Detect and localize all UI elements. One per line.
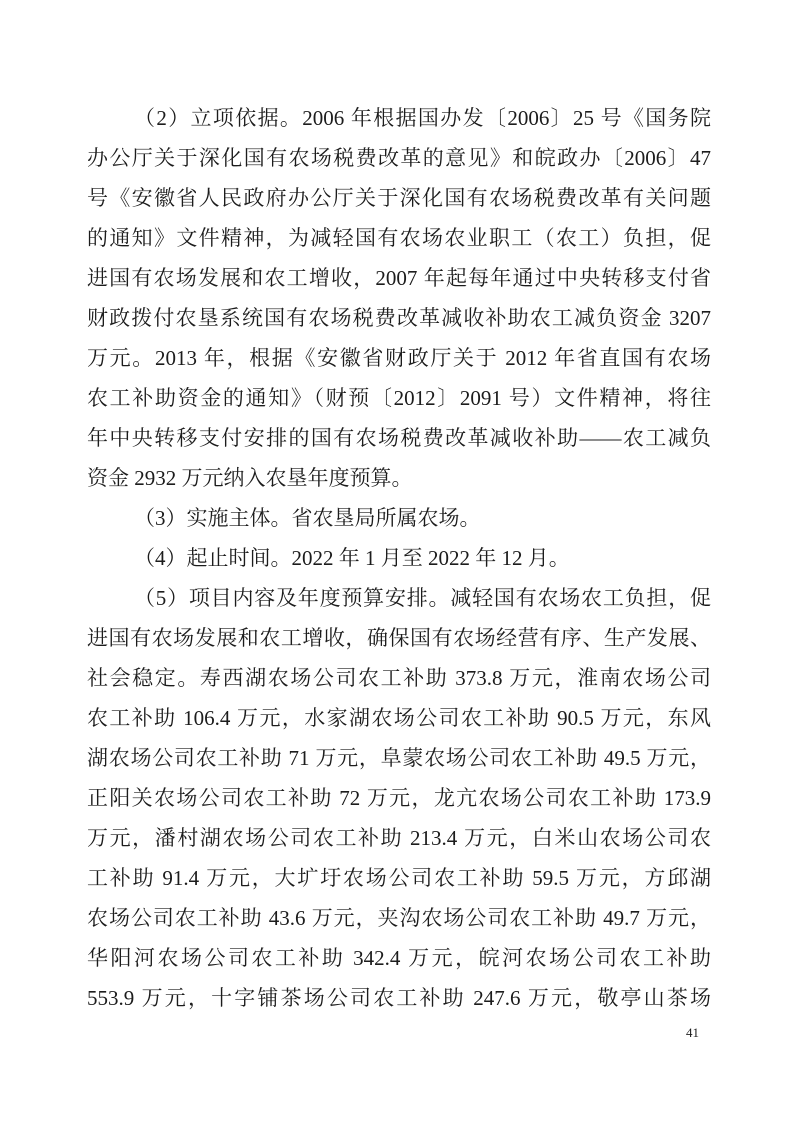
text-line: （4）起止时间。2022 年 1 月至 2022 年 12 月。 [134, 546, 570, 570]
text-line: 农工补助 106.4 万元，水家湖农场公司农工补助 90.5 万元，东风 [87, 706, 711, 730]
text-line: 农工补助资金的通知》（财预〔2012〕2091 号）文件精神，将往 [87, 386, 711, 410]
text-line: 办公厅关于深化国有农场税费改革的意见》和皖政办〔2006〕47 [87, 146, 711, 170]
text-line: 湖农场公司农工补助 71 万元，阜蒙农场公司农工补助 49.5 万元， [87, 746, 711, 770]
text-line: 万元，潘村湖农场公司农工补助 213.4 万元，白米山农场公司农 [87, 826, 711, 850]
text-line: 财政拨付农垦系统国有农场税费改革减收补助农工减负资金 3207 [87, 306, 711, 330]
text-line: 万元。2013 年，根据《安徽省财政厅关于 2012 年省直国有农场 [87, 346, 711, 370]
text-line: 农场公司农工补助 43.6 万元，夹沟农场公司农工补助 49.7 万元， [87, 906, 711, 930]
text-line: （5）项目内容及年度预算安排。减轻国有农场农工负担，促 [134, 586, 711, 610]
text-line: 号《安徽省人民政府办公厅关于深化国有农场税费改革有关问题 [87, 186, 711, 210]
text-line: 进国有农场发展和农工增收，确保国有农场经营有序、生产发展、 [87, 626, 711, 650]
text-line: （2）立项依据。2006 年根据国办发〔2006〕25 号《国务院 [134, 106, 711, 130]
text-line: 华阳河农场公司农工补助 342.4 万元，皖河农场公司农工补助 [87, 946, 711, 970]
text-line: 553.9 万元，十字铺茶场公司农工补助 247.6 万元，敬亭山茶场 [87, 986, 711, 1010]
text-line: （3）实施主体。省农垦局所属农场。 [134, 506, 481, 530]
page-number: 41 [686, 1025, 699, 1040]
text-line: 的通知》文件精神，为减轻国有农场农业职工（农工）负担，促 [87, 226, 711, 250]
document-body [87, 98, 711, 1018]
text-line: 社会稳定。寿西湖农场公司农工补助 373.8 万元，淮南农场公司 [87, 666, 711, 690]
text-line: 年中央转移支付安排的国有农场税费改革减收补助——农工减负 [87, 426, 711, 450]
text-line: 工补助 91.4 万元，大圹圩农场公司农工补助 59.5 万元，方邱湖 [87, 866, 711, 890]
text-line: 进国有农场发展和农工增收，2007 年起每年通过中央转移支付省 [87, 266, 711, 290]
text-line: 正阳关农场公司农工补助 72 万元，龙亢农场公司农工补助 173.9 [87, 786, 711, 810]
text-line: 资金 2932 万元纳入农垦年度预算。 [87, 466, 413, 490]
